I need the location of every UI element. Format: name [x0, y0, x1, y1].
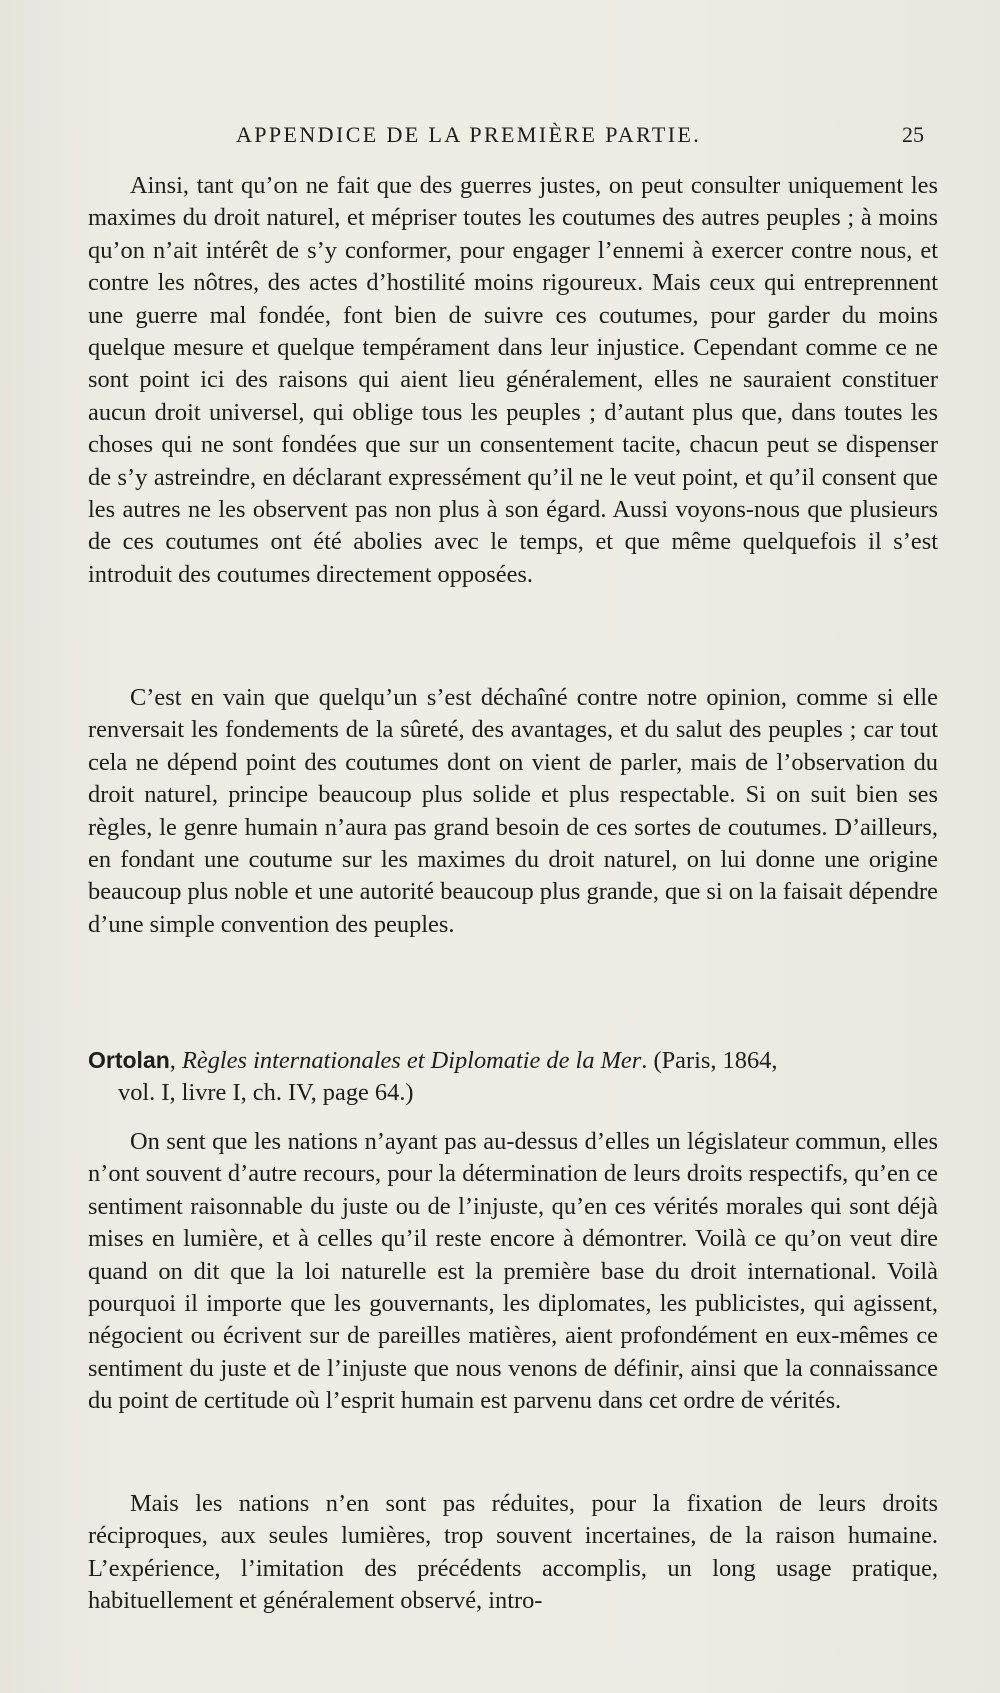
citation-title: Règles internationales et Diplomatie de la Mer	[181, 1047, 642, 1074]
citation	[88, 1044, 938, 1109]
page-number: 25	[902, 122, 924, 147]
running-title: APPENDICE DE LA PREMIÈRE PARTIE.	[236, 122, 702, 147]
paragraph-4: Mais les nations n’en sont pas réduites, pour la fixation de leurs droits réciproques, aux seules lumières, trop souvent incertaines, de la raison humaine. L’expérience, l’imitation des précédents accomplis, un long usage pratique, habituellement et généralement observé, intro-	[88, 1490, 938, 1615]
paragraph-2: C’est en vain que quelqu’un s’est déchaîné contre notre opinion, comme si elle renversait les fondements de la sûreté, des avantages, et du salut des peuples ; car tout cela ne dépend point des coutumes dont on vient de parler, mais de l’observation du droit naturel, principe beaucoup plus solide et plus respectable. Si on suit bien ses règles, le genre humain n’aura pas grand besoin de ces sortes de coutumes. D’ailleurs, en fondant une coutume sur les maximes du droit naturel, on lui donne une origine beaucoup plus noble et une autorité beaucoup plus grande, que si on la faisait dépendre d’une simple convention des peuples.	[88, 684, 939, 938]
text-block-4	[88, 1488, 938, 1618]
citation-author: Ortolan	[88, 1047, 170, 1073]
paragraph-1: Ainsi, tant qu’on ne fait que des guerres justes, on peut consulter uniquement les maximes du droit naturel, et mépriser toutes les coutumes des autres peuples ; à moins qu’on n’ait intérêt de s’y conformer, pour engager l’ennemi à exercer contre nous, et contre les nôtres, des actes d’hostilité moins rigoureux. Mais ceux qui entreprennent une guerre mal fondée, font bien de suivre ces coutumes, pour garder du moins quelque mesure et quelque tempérament dans leur injustice. Cependant comme ce ne sont point ici des raisons qui aient lieu généralement, elles ne sauraient constituer aucun droit universel, qui oblige tous les peuples ; d’autant plus que, dans toutes les choses qui ne sont fondées que sur un consentement tacite, chacun peut se dispenser de s’y astreindre, en déclarant expressément qu’il ne le veut point, et qu’il consent que les autres ne les observent pas non plus à son égard. Aussi voyons-nous que plusieurs de ces coutumes ont été abolies avec le temps, et que même quelquefois il s’est introduit des coutumes directement opposées.	[88, 172, 938, 588]
text-block-3	[88, 1126, 938, 1418]
running-head	[88, 122, 930, 152]
paragraph-3: On sent que les nations n’ayant pas au-dessus d’elles un législateur commun, elles n’ont souvent d’autre recours, pour la détermination de leurs droits respectifs, qu’en ce sentiment raisonnable du juste ou de l’injuste, qu’en ces vérités morales qui sont déjà mises en lumière, et à celles qu’il reste encore à démontrer. Voilà ce qu’on veut dire quand on dit que la loi naturelle est la première base du droit international. Voilà pourquoi il importe que les gouvernants, les diplomates, les publicistes, qui agissent, négocient ou écrivent sur de pareilles matières, aient profondément en eux-mêmes ce sentiment du juste et de l’injuste que nous venons de définir, ainsi que la connaissance du point de certitude où l’esprit humain est parvenu dans cet ordre de vérités.	[88, 1128, 938, 1415]
text-block-1	[88, 170, 938, 591]
citation-details-first: . (Paris, 1864,	[641, 1047, 778, 1074]
citation-details-second: vol. I, livre I, ch. IV, page 64.)	[118, 1079, 414, 1106]
citation-separator: ,	[169, 1047, 182, 1074]
text-block-2	[88, 682, 938, 941]
